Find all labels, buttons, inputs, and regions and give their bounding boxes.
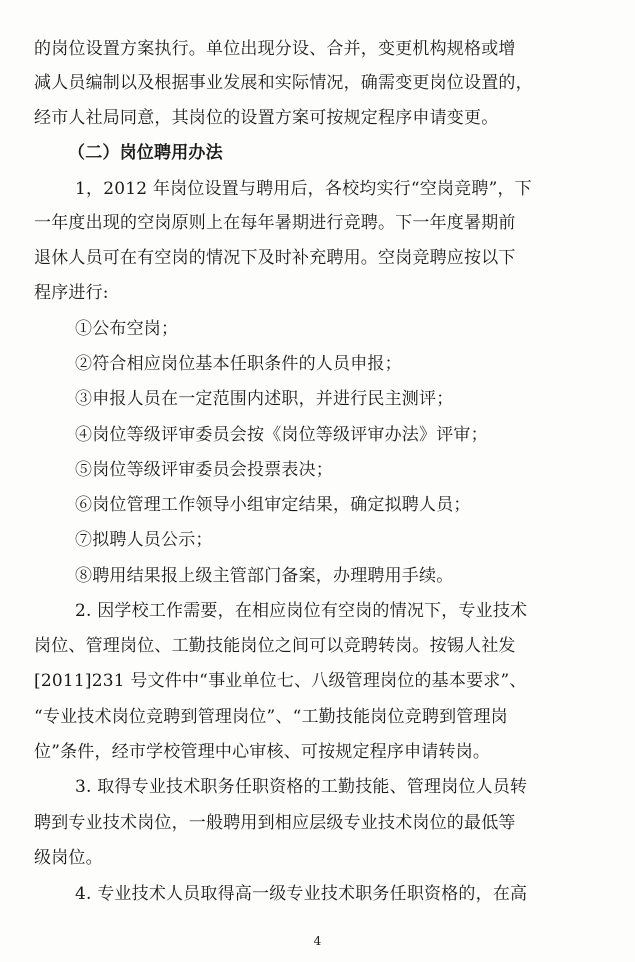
text-line: 的岗位设置方案执行。单位出现分设、合并，变更机构规格或增 <box>34 39 516 59</box>
list-item: ②符合相应岗位基本任职条件的人员申报； <box>75 354 402 374</box>
list-item: ⑧聘用结果报上级主管部门备案，办理聘用手续。 <box>75 566 454 586</box>
text-line: “专业技术岗位竞聘到管理岗位”、“工勤技能岗位竞聘到管理岗 <box>34 707 508 727</box>
text-line: 退休人员可在有空岗的情况下及时补充聘用。空岗竞聘应按以下 <box>34 248 516 268</box>
text-line: 3. 取得专业技术职务任职资格的工勤技能、管理岗位人员转 <box>75 777 528 797</box>
section-heading: （二）岗位聘用办法 <box>68 143 223 163</box>
text-line: 一年度出现的空岗原则上在每年暑期进行竞聘。下一年度暑期前 <box>34 213 516 233</box>
text-line: 级岗位。 <box>34 848 103 868</box>
text-line: 岗位、管理岗位、工勤技能岗位之间可以竞聘转岗。按锡人社发 <box>34 636 516 656</box>
text-line: 位”条件，经市学校管理中心审核、可按规定程序申请转岗。 <box>34 742 491 762</box>
text-line: 1，2012 年岗位设置与聘用后，各校均实行“空岗竞聘”，下 <box>75 179 532 199</box>
text-line: 经市人社局同意，其岗位的设置方案可按规定程序申请变更。 <box>34 108 499 128</box>
text-line: 减人员编制以及根据事业发展和实际情况，确需变更岗位设置的， <box>34 73 533 93</box>
text-line: 程序进行: <box>34 283 109 303</box>
list-item: ③申报人员在一定范围内述职，并进行民主测评； <box>75 389 454 409</box>
text-line: 4. 专业技术人员取得高一级专业技术职务任职资格的，在高 <box>75 884 528 904</box>
list-item: ①公布空岗； <box>75 319 179 339</box>
text-line: [2011]231 号文件中“事业单位七、八级管理岗位的基本要求”、 <box>34 671 527 691</box>
list-item: ④岗位等级评审委员会按《岗位等级评审办法》评审； <box>75 425 488 445</box>
list-item: ⑤岗位等级评审委员会投票表决； <box>75 460 333 480</box>
list-item: ⑦拟聘人员公示； <box>75 530 213 550</box>
list-item: ⑥岗位管理工作领导小组审定结果，确定拟聘人员； <box>75 495 471 515</box>
page-number: 4 <box>313 934 322 948</box>
text-line: 2. 因学校工作需要，在相应岗位有空岗的情况下，专业技术 <box>75 601 528 621</box>
text-line: 聘到专业技术岗位，一般聘用到相应层级专业技术岗位的最低等 <box>34 813 516 833</box>
